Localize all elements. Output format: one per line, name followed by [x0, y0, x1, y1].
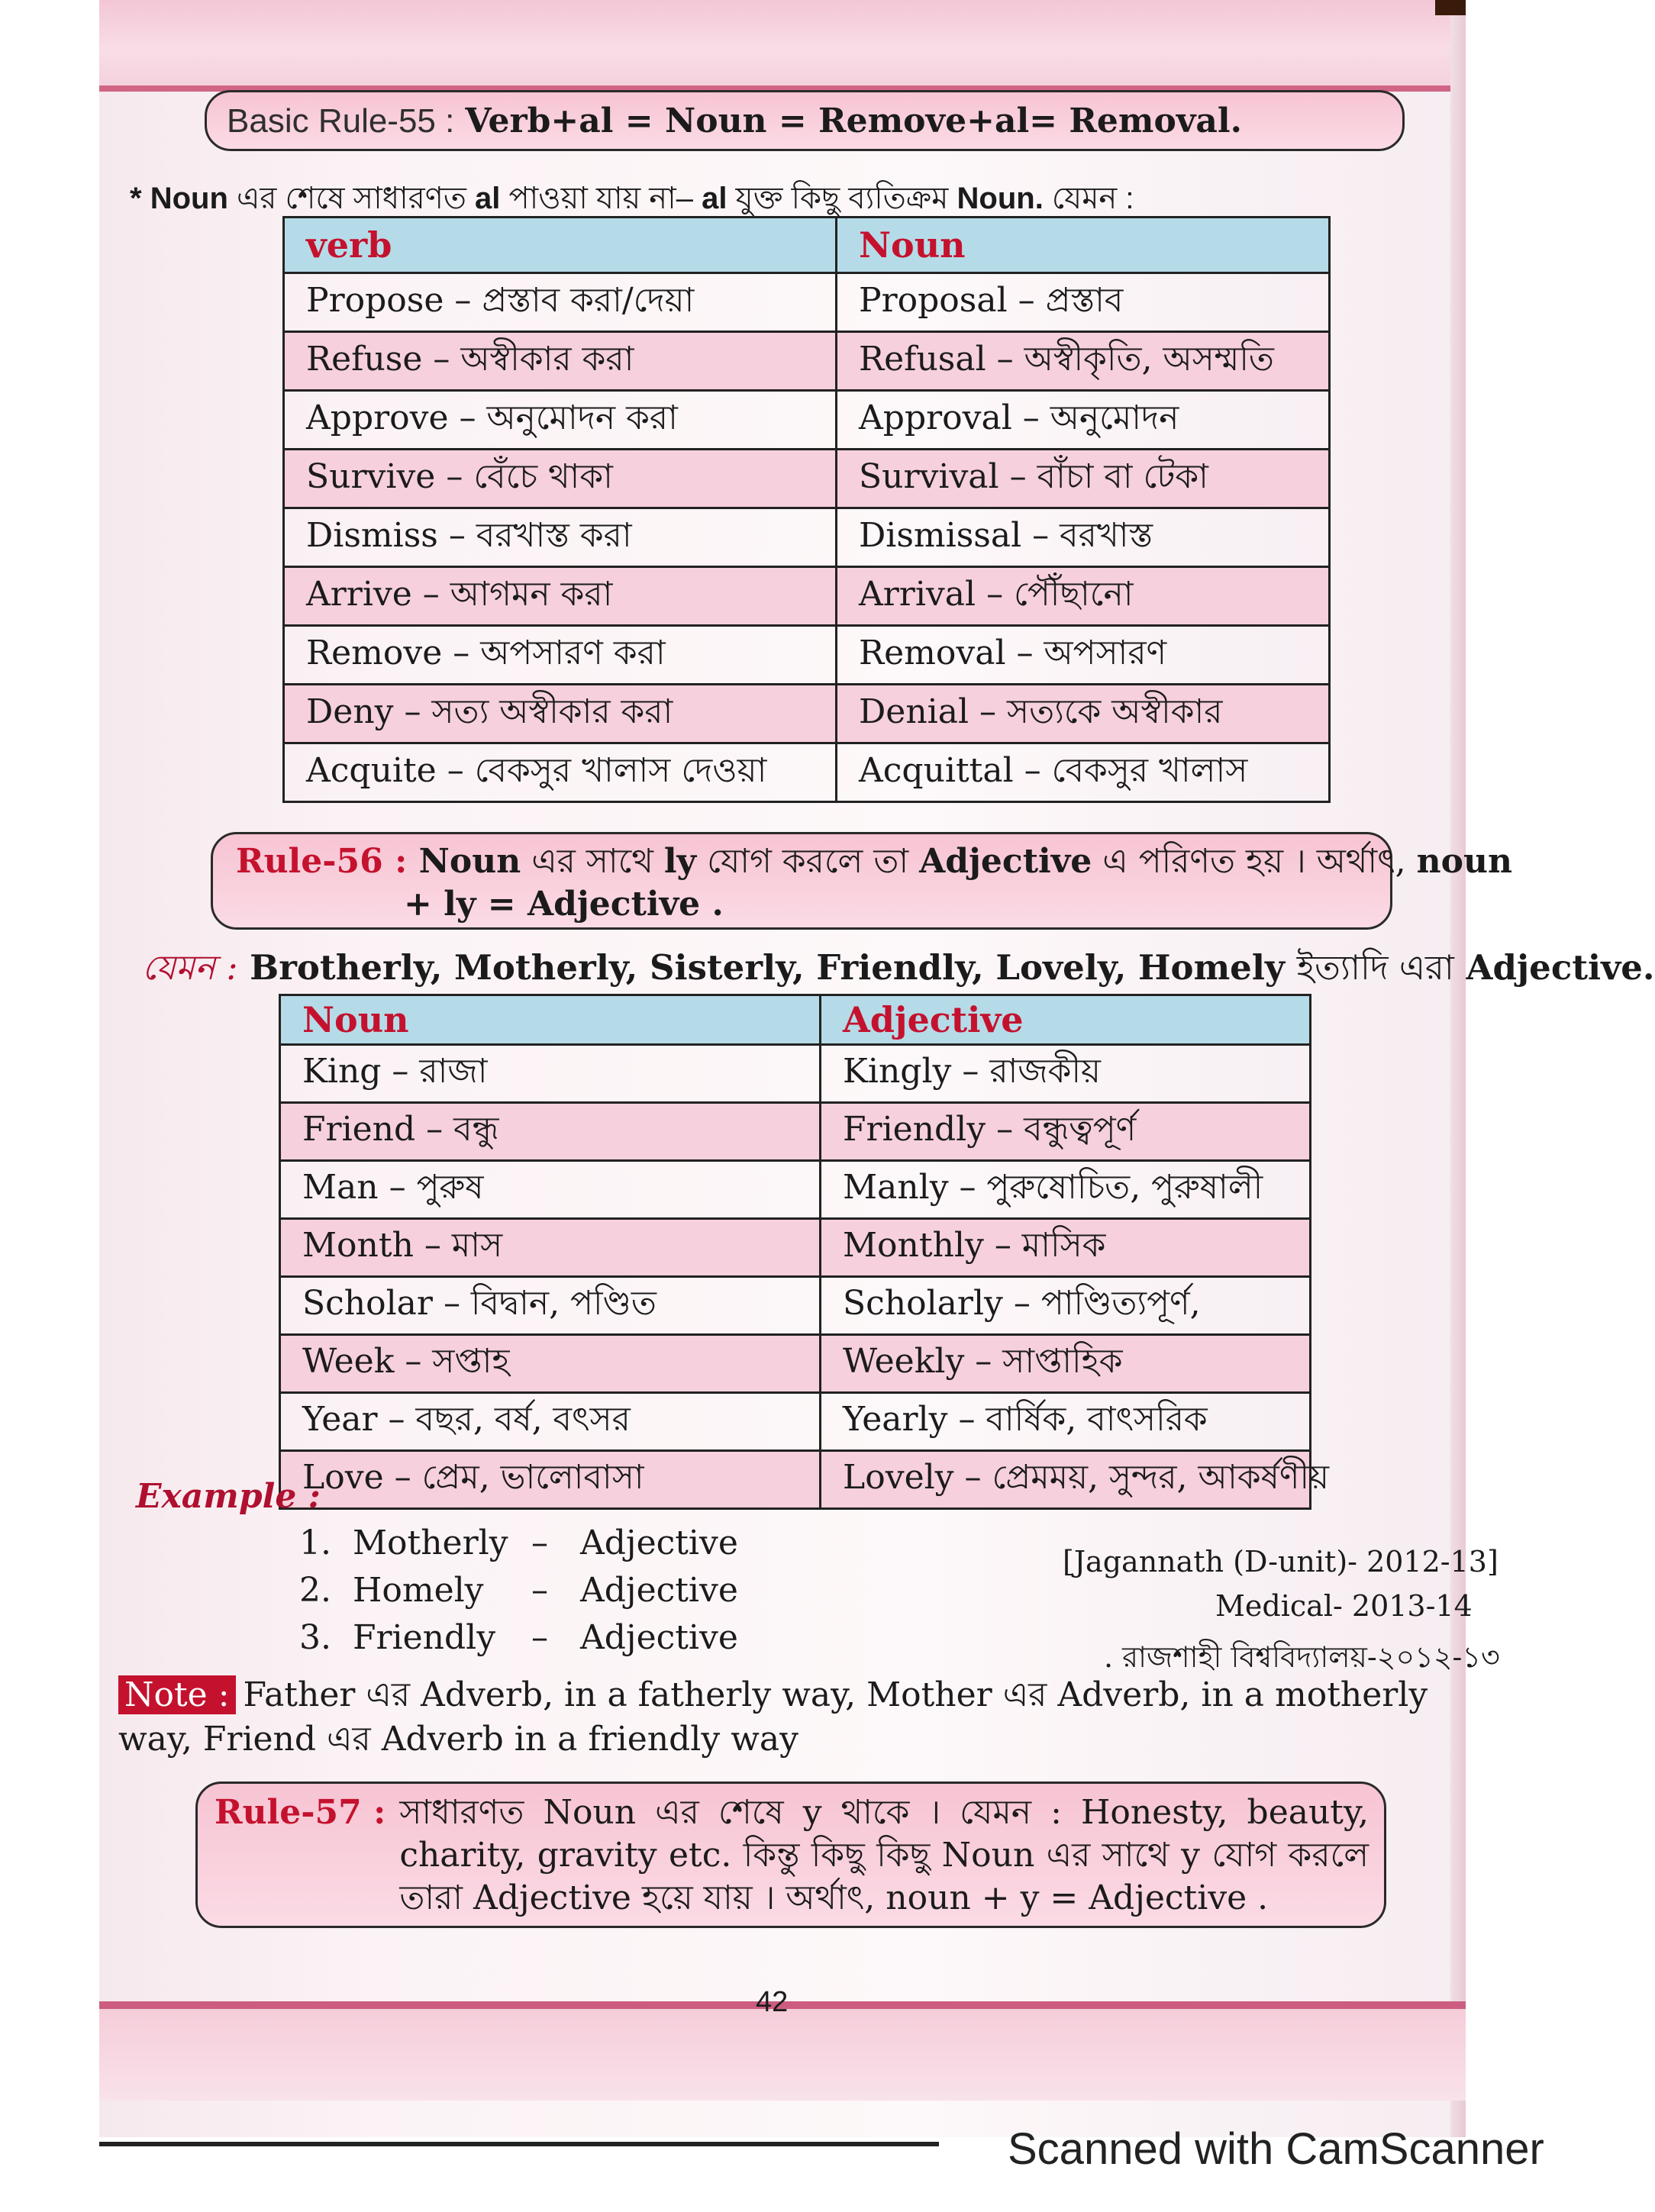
- table-cell: Propose – প্রস্তাব করা/দেয়া: [284, 273, 837, 332]
- note-text: Father এর Adverb, in a fatherly way, Mother এর Adverb, in a motherly way, Friend এর Adverb in a friendly way: [118, 1675, 1428, 1759]
- column-header-noun: Noun: [837, 218, 1330, 273]
- intro-part-1: Noun: [150, 182, 228, 215]
- rule-56-box: [211, 832, 1512, 930]
- intro-part-5: al: [702, 182, 727, 215]
- table-row: [280, 1103, 1311, 1161]
- jemon-words: Brotherly, Motherly, Sisterly, Friendly, Lovely, Homely: [237, 947, 1297, 988]
- table-row: [284, 743, 1330, 802]
- table-cell: Friend – বন্ধু: [280, 1103, 821, 1161]
- table-cell: Weekly – সাপ্তাহিক: [821, 1335, 1311, 1393]
- rule-56-title: Rule-56 :: [236, 842, 408, 881]
- example-dash: –: [531, 1618, 548, 1657]
- example-dash: –: [531, 1571, 548, 1610]
- rule-55-label: Basic Rule-55 :: [227, 102, 455, 140]
- example-word: Motherly: [352, 1524, 508, 1562]
- table-cell: Kingly – রাজকীয়: [821, 1045, 1311, 1103]
- scanner-watermark: Scanned with CamScanner: [1008, 2124, 1544, 2174]
- example-item: [299, 1571, 738, 1610]
- example-number: 1.: [299, 1524, 331, 1562]
- table-cell: Dismiss – বরখাস্ত করা: [284, 508, 837, 567]
- table-cell: King – রাজা: [280, 1045, 821, 1103]
- column-header-verb: verb: [284, 218, 837, 273]
- table-row: [284, 332, 1330, 391]
- table-cell: Monthly – মাসিক: [821, 1219, 1311, 1277]
- table-row: [280, 1393, 1311, 1451]
- rule-57-content: [215, 1791, 1369, 1920]
- table-cell: Manly – পুরুষোচিত, পুরুষালী: [821, 1161, 1311, 1219]
- table-row: [284, 567, 1330, 626]
- table-header-row: [280, 995, 1311, 1045]
- page-edge: [1450, 0, 1466, 2137]
- table-cell: Removal – অপসারণ: [837, 626, 1330, 685]
- rule-56-part-d: যোগ করলে তা: [696, 842, 920, 881]
- table-cell: Year – বছর, বর্ষ, বৎসর: [280, 1393, 821, 1451]
- rule-55-box: [205, 90, 1405, 151]
- table-header-row: [284, 218, 1330, 273]
- table-cell: Scholarly – পাণ্ডিত্যপূর্ণ,: [821, 1277, 1311, 1335]
- table-row: [284, 626, 1330, 685]
- table-cell: Lovely – প্রেমময়, সুন্দর, আকর্ষণীয়: [821, 1451, 1311, 1509]
- jemon-label: যেমন :: [142, 947, 238, 988]
- page-number: 42: [756, 1986, 789, 2018]
- table-cell: Remove – অপসারণ করা: [284, 626, 837, 685]
- table-cell: Week – সপ্তাহ: [280, 1335, 821, 1393]
- table-cell: Dismissal – বরখাস্ত: [837, 508, 1330, 567]
- scanner-divider: [99, 2142, 939, 2146]
- example-heading: Example :: [136, 1477, 321, 1516]
- intro-part-2: এর শেষে সাধারণত: [227, 182, 476, 215]
- table-row: [284, 508, 1330, 567]
- table-row: [284, 391, 1330, 450]
- table-cell: Survival – বাঁচা বা টেকা: [837, 450, 1330, 508]
- rule-57-title: Rule-57 :: [215, 1793, 386, 1832]
- example-pos: Adjective: [579, 1571, 738, 1610]
- example-item: [299, 1524, 738, 1562]
- example-source: . রাজশাহী বিশ্ববিদ্যালয়-২০১২-১৩: [1104, 1640, 1500, 1674]
- rule-55-formula: Verb+al = Noun = Remove+al= Removal.: [465, 102, 1242, 140]
- example-word: Friendly: [352, 1618, 496, 1657]
- table-cell: Scholar – বিদ্বান, পণ্ডিত: [280, 1277, 821, 1335]
- intro-part-4: পাওয়া যায় না–: [500, 182, 702, 215]
- table-cell: Approve – অনুমোদন করা: [284, 391, 837, 450]
- example-word: Homely: [352, 1571, 484, 1610]
- table-cell: Month – মাস: [280, 1219, 821, 1277]
- noun-adjective-table: [279, 994, 1329, 1510]
- verb-noun-table: [282, 216, 1331, 803]
- table-row: [284, 685, 1330, 743]
- intro-part-8: যেমন :: [1043, 182, 1134, 215]
- table-cell: Love – প্রেম, ভালোবাসা: [280, 1451, 821, 1509]
- binding-corner: [1435, 0, 1466, 15]
- table-row: [284, 273, 1330, 332]
- example-item: [299, 1618, 738, 1657]
- rule-56-line-1: [236, 840, 1512, 883]
- rule-57-box: [195, 1782, 1386, 1928]
- rule-56-examples: [142, 942, 1655, 999]
- column-header-adjective: Adjective: [821, 995, 1311, 1045]
- table-row: [280, 1045, 1311, 1103]
- table-row: [284, 450, 1330, 508]
- intro-star: *: [130, 182, 142, 215]
- table-cell: Deny – সত্য অস্বীকার করা: [284, 685, 837, 743]
- table-cell: Denial – সত্যকে অস্বীকার: [837, 685, 1330, 743]
- example-pos: Adjective: [579, 1524, 738, 1562]
- jemon-tail: Adjective.: [1453, 947, 1655, 988]
- table-cell: Refusal – অস্বীকৃতি, অসম্মতি: [837, 332, 1330, 391]
- example-number: 2.: [299, 1571, 331, 1610]
- table-row: [280, 1161, 1311, 1219]
- table-cell: Arrival – পৌঁছানো: [837, 567, 1330, 626]
- table-cell: Approval – অনুমোদন: [837, 391, 1330, 450]
- footer-band: [99, 2009, 1466, 2101]
- rule-56-line-2: + ly = Adjective .: [404, 885, 724, 924]
- table-cell: Arrive – আগমন করা: [284, 567, 837, 626]
- example-source: [Jagannath (D-unit)- 2012-13]: [1063, 1545, 1499, 1578]
- example-source: Medical- 2013-14: [1215, 1589, 1473, 1623]
- intro-part-7: Noun.: [957, 182, 1044, 215]
- note-block: [118, 1673, 1469, 1762]
- table-cell: Yearly – বার্ষিক, বাৎসরিক: [821, 1393, 1311, 1451]
- rule-56-part-e: Adjective: [919, 842, 1092, 881]
- jemon-bangla: ইত্যাদি এরা: [1296, 947, 1454, 988]
- example-dash: –: [531, 1524, 548, 1562]
- rule-56-part-b: এর সাথে: [521, 842, 664, 881]
- table-cell: Man – পুরুষ: [280, 1161, 821, 1219]
- table-row: [280, 1335, 1311, 1393]
- example-number: 3.: [299, 1618, 331, 1657]
- table-cell: Friendly – বন্ধুত্বপূর্ণ: [821, 1103, 1311, 1161]
- rule-56-part-f: এ পরিণত হয় । অর্থাৎ,: [1092, 842, 1417, 881]
- header-band: [99, 0, 1466, 90]
- table-row: [280, 1219, 1311, 1277]
- table-cell: Survive – বেঁচে থাকা: [284, 450, 837, 508]
- table-cell: Refuse – অস্বীকার করা: [284, 332, 837, 391]
- intro-part-6: যুক্ত কিছু ব্যতিক্রম: [727, 182, 957, 215]
- rule-56-part-a: Noun: [407, 842, 521, 881]
- column-header-noun: Noun: [280, 995, 821, 1045]
- table-cell: Acquite – বেকসুর খালাস দেওয়া: [284, 743, 837, 802]
- table-cell: Acquittal – বেকসুর খালাস: [837, 743, 1330, 802]
- rule-57-text: সাধারণত Noun এর শেষে y থাকে । যেমন : Honesty, beauty, charity, gravity etc. কিন্তু কিছু কিছু Noun এর সাথে y যোগ করলে তারা Adjective হয়ে যায় । অর্থাৎ, noun + y = Adjective .: [399, 1793, 1369, 1917]
- intro-part-3: al: [475, 182, 501, 215]
- rule-56-part-c: ly: [663, 842, 697, 881]
- table-row: [280, 1451, 1311, 1509]
- table-cell: Proposal – প্রস্তাব: [837, 273, 1330, 332]
- rule-56-part-g: noun: [1416, 842, 1512, 881]
- table-row: [280, 1277, 1311, 1335]
- note-tag: Note :: [118, 1675, 236, 1714]
- example-pos: Adjective: [579, 1618, 738, 1657]
